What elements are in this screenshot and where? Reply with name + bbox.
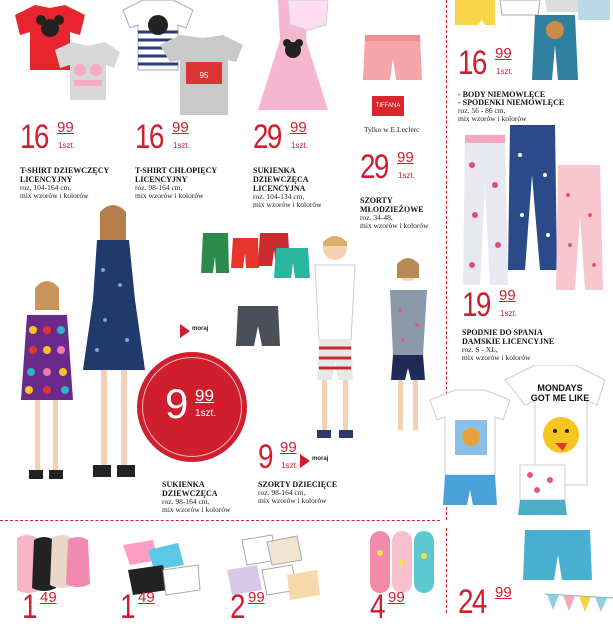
mix-pajama-pants: mix wzorów i kolorów xyxy=(462,353,531,362)
size-dress-girls: roz. 98-164 cm, xyxy=(162,497,210,506)
pajama-pants-photo xyxy=(460,125,610,290)
title-dress-licensed: SUKIENKA DZIEWCZĘCA LICENCYJNA xyxy=(253,166,309,193)
size-baby: roz. 56 - 86 cm, xyxy=(458,106,506,115)
kids-shorts-photo xyxy=(198,228,313,348)
price-baby: 16 99 1szt. xyxy=(458,44,513,82)
mix-tshirt-girls: mix wzorów i kolorów xyxy=(20,191,89,200)
title-tshirt-girls: T-SHIRT DZIEWCZĘCY LICENCYJNY xyxy=(20,166,110,184)
price-tshirt-boys: 16 99 1szt. xyxy=(135,118,190,156)
size-shorts-youth: roz. 34-48, xyxy=(360,213,393,222)
price-flipflops: 4 99 xyxy=(370,588,405,626)
tshirt-boys-photo xyxy=(118,0,243,120)
price-pajama-set: 24 99 xyxy=(458,583,512,621)
mix-dress-girls: mix wzorów i kolorów xyxy=(162,505,231,514)
pajama-set-shorts-photo xyxy=(520,525,610,585)
title-baby-shorts: - SPODENKI NIEMOWLĘCE xyxy=(458,98,565,107)
title-shorts-youth: SZORTY MŁODZIEŻOWE xyxy=(360,196,424,214)
size-tshirt-girls: roz. 104-164 cm, xyxy=(20,183,72,192)
size-tshirt-boys: roz. 98-164 cm, xyxy=(135,183,183,192)
divider-vertical-bottom-right xyxy=(446,528,447,613)
svg-text:95: 95 xyxy=(199,71,209,80)
tiffana-logo xyxy=(372,96,404,116)
title-pajama-pants: SPODNIE DO SPANIA DAMSKIE LICENCYJNE xyxy=(462,328,555,346)
title-dress-girls: SUKIENKA DZIEWCZĘCA xyxy=(162,480,218,498)
shorts-youth-photo xyxy=(360,30,425,85)
price-socks1: 1 49 xyxy=(22,588,57,626)
moraj-logo-bottom-text: moraj xyxy=(312,456,329,462)
mix-tshirt-boys: mix wzorów i kolorów xyxy=(135,191,204,200)
tiffana-logo-text: TIFFANA xyxy=(375,103,401,109)
exclusive-note: Tylko w E.Leclerc xyxy=(364,125,420,134)
dresses-girls-photo xyxy=(5,200,155,500)
title-tshirt-boys: T-SHIRT CHŁOPIĘCY LICENCYJNY xyxy=(135,166,217,184)
price-shorts-kids: 9 99 1szt. xyxy=(258,438,298,476)
price-pajama-pants: 19 99 1szt. xyxy=(462,286,517,324)
price-dress-licensed: 29 99 1szt. xyxy=(253,118,308,156)
divider-horizontal-bottom xyxy=(0,520,440,521)
title-baby-body: - BODY NIEMOWLĘCE xyxy=(458,90,546,99)
badge-price-dec: 99 xyxy=(195,386,214,405)
price-socks3: 2 99 xyxy=(230,588,265,626)
price-shorts-youth: 29 99 1szt. xyxy=(360,148,415,186)
badge-unit: 1szt. xyxy=(195,408,217,419)
mix-dress-licensed: mix wzorów i kolorów xyxy=(253,200,322,209)
moraj-logo-text: moraj xyxy=(192,326,209,332)
mondays-shirt-text xyxy=(530,383,590,403)
mix-shorts-kids: mix wzorów i kolorów xyxy=(258,496,327,505)
kids-photo xyxy=(305,230,440,445)
price-tshirt-girls: 16 99 1szt. xyxy=(20,118,75,156)
title-shorts-kids: SZORTY DZIECIĘCE xyxy=(258,480,338,489)
mondays-line1: MONDAYS xyxy=(537,383,583,393)
dress-licensed-photo xyxy=(248,0,338,120)
price-badge-dress xyxy=(137,352,247,462)
size-pajama-pants: roz. S - XL, xyxy=(462,345,498,354)
mondays-line2: GOT ME LIKE xyxy=(530,393,590,403)
mix-baby: mix wzorów i kolorów xyxy=(458,114,527,123)
size-dress-licensed: roz. 104-134 cm, xyxy=(253,192,305,201)
moraj-logo-bottom xyxy=(300,452,340,470)
badge-price-int: 9 xyxy=(165,380,187,427)
bunting-decoration xyxy=(545,592,613,613)
tshirt-girls-photo xyxy=(10,0,120,110)
size-shorts-kids: roz. 98-164 cm, xyxy=(258,488,306,497)
mix-shorts-youth: mix wzorów i kolorów xyxy=(360,221,429,230)
price-socks2: 1 49 xyxy=(120,588,155,626)
